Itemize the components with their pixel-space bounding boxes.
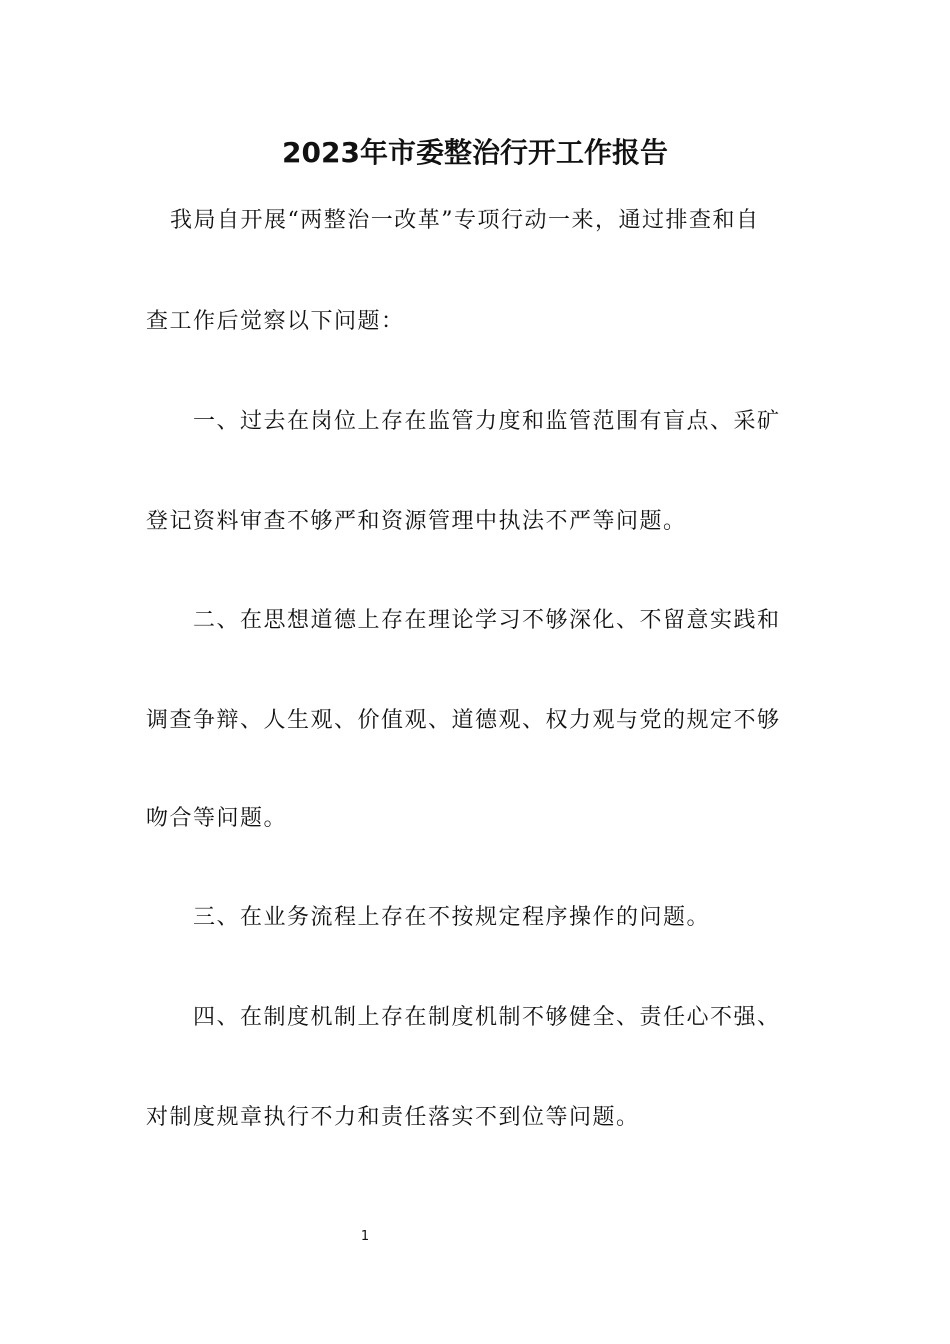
paragraph-one-line-2: 登记资料审查不够严和资源管理中执法不严等问题。: [146, 509, 687, 534]
paragraph-one-line-1: 一、过去在岗位上存在监管力度和监管范围有盲点、采矿: [193, 409, 781, 434]
paragraph-two-line-1: 二、在思想道德上存在理论学习不够深化、不留意实践和: [193, 608, 781, 633]
paragraph-four-line-1: 四、在制度机制上存在制度机制不够健全、责任心不强、: [193, 1005, 781, 1030]
document-title: 2023年市委整治行开工作报告: [282, 136, 668, 169]
paragraph-two-line-2: 调查争辩、人生观、价值观、道德观、权力观与党的规定不够: [146, 708, 781, 733]
paragraph-two-line-3: 吻合等问题。: [146, 806, 288, 831]
page-number: 1: [360, 1229, 370, 1244]
paragraph-intro-line-2: 查工作后觉察以下问题：: [146, 309, 405, 334]
paragraph-four-line-2: 对制度规章执行不力和责任落实不到位等问题。: [146, 1105, 640, 1130]
paragraph-three-line-1: 三、在业务流程上存在不按规定程序操作的问题。: [193, 905, 711, 930]
paragraph-intro-line-1: 我局自开展“两整治一改革”专项行动一来，通过排查和自: [170, 208, 760, 233]
